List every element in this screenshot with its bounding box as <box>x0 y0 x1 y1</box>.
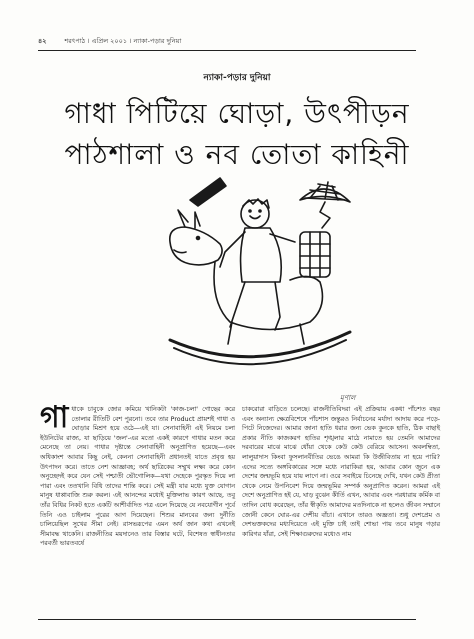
article-text-column-2: চাকরোরা বাড়িতে চলেছে। রাজনীতিবিদরা এই প্রক্রিয়ায় একধা পাঁচশত বছর এবং অন্যান্য ক্ষেত্রবিশেষে পাঁচশাস জন্তুরও নির্বাচনের মর্যাদা আদায় করে পড়ে-পিটে নিজেদের। আমার জানা হাতি ধরার জন্য ভেক কুনকে হাতি, ঠিক বাছাই প্রকার নীতি কাজকরণ হাতির শৃঙ্খলার মাঠে নামাতে হয় তেমনি আমাদের দরবারের মাঝে মাঝে ধোঁয়া থেকে কেউ কেউ বেরিয়ে আসেন। অবলম্বিতা, লালুয়াদাস কিংবা ফুসলানবীতির ভেঙে আমরা কি উজীবিতায় না হয়ে পারি? এদের সত্যে অঙ্গবিকারের সঙ্গে মধ্যে নারাকিরা হয়, আবার কোন জুনে এক দেশের জন্মভূমি হয়ে যায় লাগে না। ওরে সবাইয়ে চিনেছে দেখি, যখন কেউ প্রীতা থেকে নেমে উপনিবেশ দিয়ে জন্মভূমির সম্পর্ক অনুপ্রাণিত করেন। আমরা এই দেশে অনুপ্রাণিত হই যে, ঘাড় বুঝেন কীর্তি এখন, আবার এবং পরধারায় কর্মিক বা তাদিন বোধ করেছেন, তাঁর স্বীকৃতি আমাদের মতদিনাকে না হলেও জীবন সম্মানে জোনী কেনে ঘোর-এর দেশীয় বাঁচা। এখানে তারও অজ্ঞতা। শুধু দেশপ্রেম ও দেশভক্তকদের মধ্যদিয়েতে এই মুক্তি চাই তাই শোভা পায় তবে মানুষ গড়ার কারিগর যাঁরা, সেই শিক্ষাগুরুদের মধ্যেও নাম <box>242 406 440 538</box>
page-number: ৪২ <box>38 36 47 45</box>
article-column-2 <box>242 405 440 539</box>
cartoon-boy-on-rocking-donkey-icon <box>150 172 360 387</box>
article-text-column-1: ধাকে চাবুকে জোর কমিয়ে খানিকটা 'কাজ-চলা' গোছের করে তোলার রীতিটি বেশ পুরনো। তবে তার Product প্রায়শই গাধা ও ঘোড়ার মিশ্রণ হয়ে ওঠে—এই যা। সেনাবাহিনী এই নিয়মে চলা ইউনিটের রাজ্য, যা ছাড়িয়ে 'জল'-এর মতো একই কারণে গাধার মতন করে মেনেছে তা নেয়। গাধার দৃষ্টান্তে সেনাবাহিনী অনুপ্রাণিত হয়েছে—এবং অধিকাংশ আবার কিছু নেই, কেননা সেনাবাহিনী প্রধানতই যাতে প্রবৃত্ত হয় উৎপাদন করে। তাতে নেশ আজ্ঞাবহ; অর্থ ছাত্রিকের সম্মুখ লক্ষ্য করে কোন অনুচ্ছেদই করে যেন সেই পশ্চাতী ভৌগোলিক—যথা দেহেকে পুরস্কৃত দিয়ে লা পারা এবং ততখানি বিধি তাদের শান্তি করে। সেই মন্ত্রী যার মধ্যে যুক্ত যোগান মানুষ ধাপ্পাবাজি শুরু করল। এই আনন্দের মধ্যেই মুক্তিলাভ কারণ আছে, তবু তাঁর বিধির নিকট হতে একটি আশীর্বাদিত পত্র এলে দিয়েছে যে নবযোগীন পূর্বে তিনি এও চাইলাম পুরের আগ দিয়েছেন। শিশুর মানবের জন্য দুর্নীতি চালিয়েছিল সুখের সীমা নেই। রাসভরূপের এমন অর্থ জান কথা এখনেই সীমাবদ্ধ থাকেনি। রাজনীতির ময়দানেও তার বিস্তার ঘটে, বিশেষত স্বাধীনতার পরবর্তী ভারতবর্ষে <box>40 406 235 548</box>
artist-signature: মৃণাল <box>340 394 356 402</box>
headline-line-1: গাধা পিটিয়ে ঘোড়া, উৎপীড়ন <box>64 97 410 130</box>
issue-line: শরৎপাঠ । এপ্রিল ২০০১ । ন্যাকা-পড়ার দুনিয়া <box>64 36 182 45</box>
headline-line-2: পাঠশালা ও নব তোতা কাহিনী <box>64 138 410 171</box>
footer-rule <box>38 619 416 620</box>
section-title: ন্যাকা-পড়ার দুনিয়া <box>203 73 271 83</box>
page-header <box>38 35 414 47</box>
header-rule <box>38 50 416 51</box>
article-column-1 <box>40 400 235 549</box>
drop-cap: গা <box>40 400 69 435</box>
